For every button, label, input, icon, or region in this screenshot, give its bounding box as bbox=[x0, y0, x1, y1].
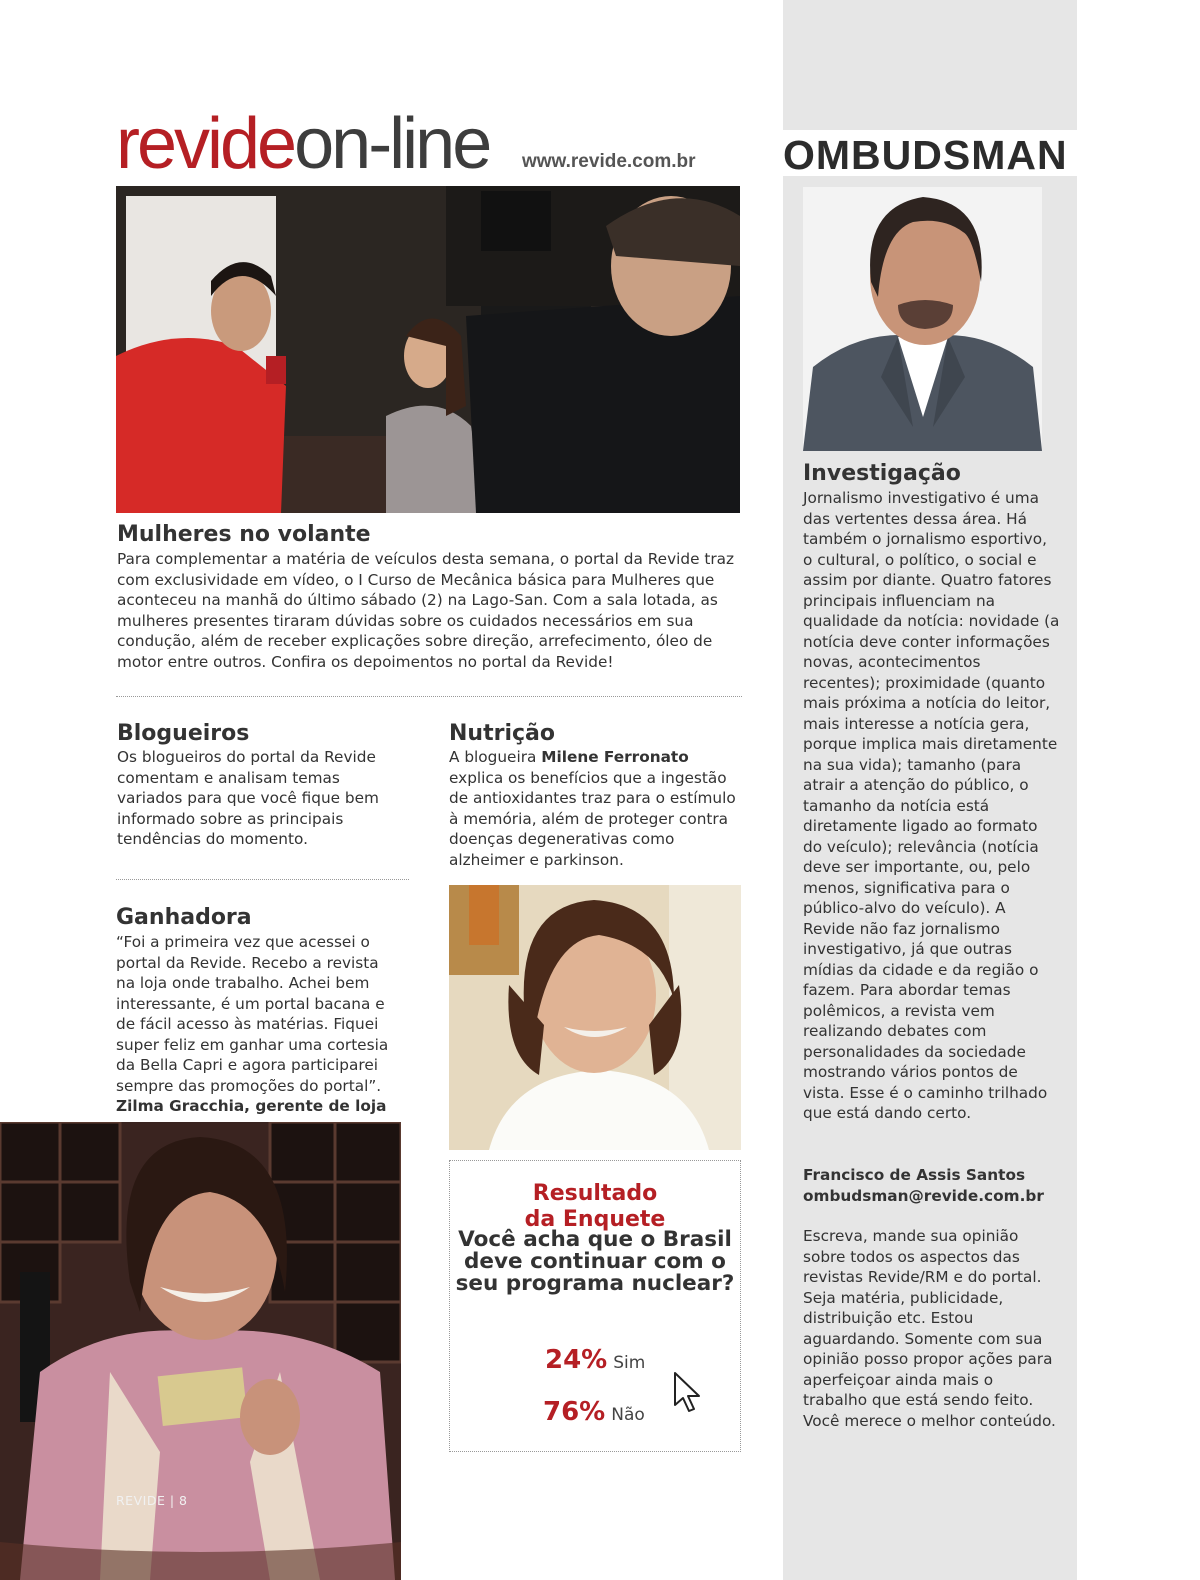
nutricao-body: A blogueira Milene Ferronato explica os benefícios que a ingestão de antioxidantes traz para o estímulo à memória, além de proteger contra doenças degenerativas como alzheimer e parkinson. bbox=[449, 748, 736, 869]
ombudsman-title: OMBUDSMAN bbox=[783, 132, 1068, 178]
nutricao-title: Nutrição bbox=[449, 721, 555, 746]
blogueiros-title: Blogueiros bbox=[117, 721, 250, 746]
ombudsman-signature bbox=[803, 1165, 1061, 1206]
interview-photo bbox=[116, 186, 740, 513]
poll-result-nao: 76% Não bbox=[543, 1397, 645, 1427]
divider bbox=[116, 696, 742, 697]
site-url[interactable]: www.revide.com.br bbox=[522, 151, 696, 172]
ombudsman-title-bar bbox=[781, 130, 1077, 176]
revide-online-logo: revideon-line bbox=[116, 104, 490, 184]
divider bbox=[116, 879, 409, 880]
ombudsman-author: Francisco de Assis Santos bbox=[803, 1166, 1026, 1184]
ombudsman-heading: Investigação bbox=[803, 461, 961, 486]
poll-question: Você acha que o Brasil deve continuar com o seu programa nuclear? bbox=[455, 1227, 735, 1296]
blogger-name: Milene Ferronato bbox=[541, 748, 689, 766]
blogueiros-body: Os blogueiros do portal da Revide comentam e analisam temas variados para que você fique bem informado sobre as principais tendências do momento. bbox=[117, 748, 379, 848]
ombudsman-body: Jornalismo investigativo é uma das vertentes dessa área. Há também o jornalismo esportivo, o cultural, o político, o social e assim por diante. Quatro fatores principais influenciam na qualidade da notícia: novidade (a notícia deve conter informações novas, acontecimentos recentes); proximidade (quanto mais próxima a notícia do leitor, mais interesse a notícia gera, porque implica mais diretamente na sua vida); tamanho (para atrair a atenção do público, o tamanho da notícia está diretamente ligado ao formato do veículo); relevância (notícia deve ser importante, ou, pelo menos, significativa para o público-alvo do veículo). A Revide não faz jornalismo investigativo, já que outras mídias da cidade e da região o fazem. Para abordar temas polêmicos, a revista vem realizando debates com personalidades da sociedade mostrando vários pontos de vista. Esse é o caminho trilhado que está dando certo. bbox=[803, 489, 1060, 1122]
ombudsman-closing: Escreva, mande sua opinião sobre todos os aspectos das revistas Revide/RM e do portal. Seja matéria, publicidade, distribuição etc. Estou aguardando. Somente com sua opinião posso propor ações para aperfeiçoar ainda mais o trabalho que está sendo feito. Você merece o melhor conteúdo. bbox=[803, 1227, 1056, 1430]
mouse-pointer-icon bbox=[672, 1371, 702, 1415]
winner-photo bbox=[0, 1122, 401, 1580]
main-story-body: Para complementar a matéria de veículos desta semana, o portal da Revide traz com exclusividade em vídeo, o I Curso de Mecânica básica para Mulheres que aconteceu na manhã do último sábado (2) na Lago-San. Com a sala lotada, as mulheres presentes tiraram dúvidas sobre os cuidados necessários em sua condução, além de receber explicações sobre direção, arrefecimento, óleo de motor entre outros. Confira os depoimentos no portal da Revide! bbox=[117, 550, 735, 671]
poll-title-line2: da Enquete bbox=[524, 1207, 666, 1232]
ombudsman-email[interactable]: ombudsman@revide.com.br bbox=[803, 1186, 1044, 1205]
page-folio: REVIDE | 8 bbox=[116, 1493, 188, 1508]
poll-box bbox=[449, 1160, 741, 1452]
blogger-portrait-photo bbox=[449, 885, 741, 1150]
poll-result-sim: 24% Sim bbox=[545, 1345, 646, 1375]
ganhadora-signature: Zilma Gracchia, gerente de loja bbox=[116, 1097, 387, 1115]
ganhadora-quote: “Foi a primeira vez que acessei o portal da Revide. Recebo a revista na loja onde trabalho. Achei bem interessante, é um portal bacana e de fácil acesso às matérias. Fiquei super feliz em ganhar uma cortesia da Bella Capri e agora participarei sempre das promoções do portal”. Zilma Gracchia, gerente de loja bbox=[116, 933, 389, 1115]
ganhadora-title: Ganhadora bbox=[116, 905, 252, 930]
poll-title-line1: Resultado bbox=[532, 1181, 658, 1206]
ombudsman-portrait bbox=[803, 187, 1042, 451]
main-story-title: Mulheres no volante bbox=[117, 522, 371, 547]
